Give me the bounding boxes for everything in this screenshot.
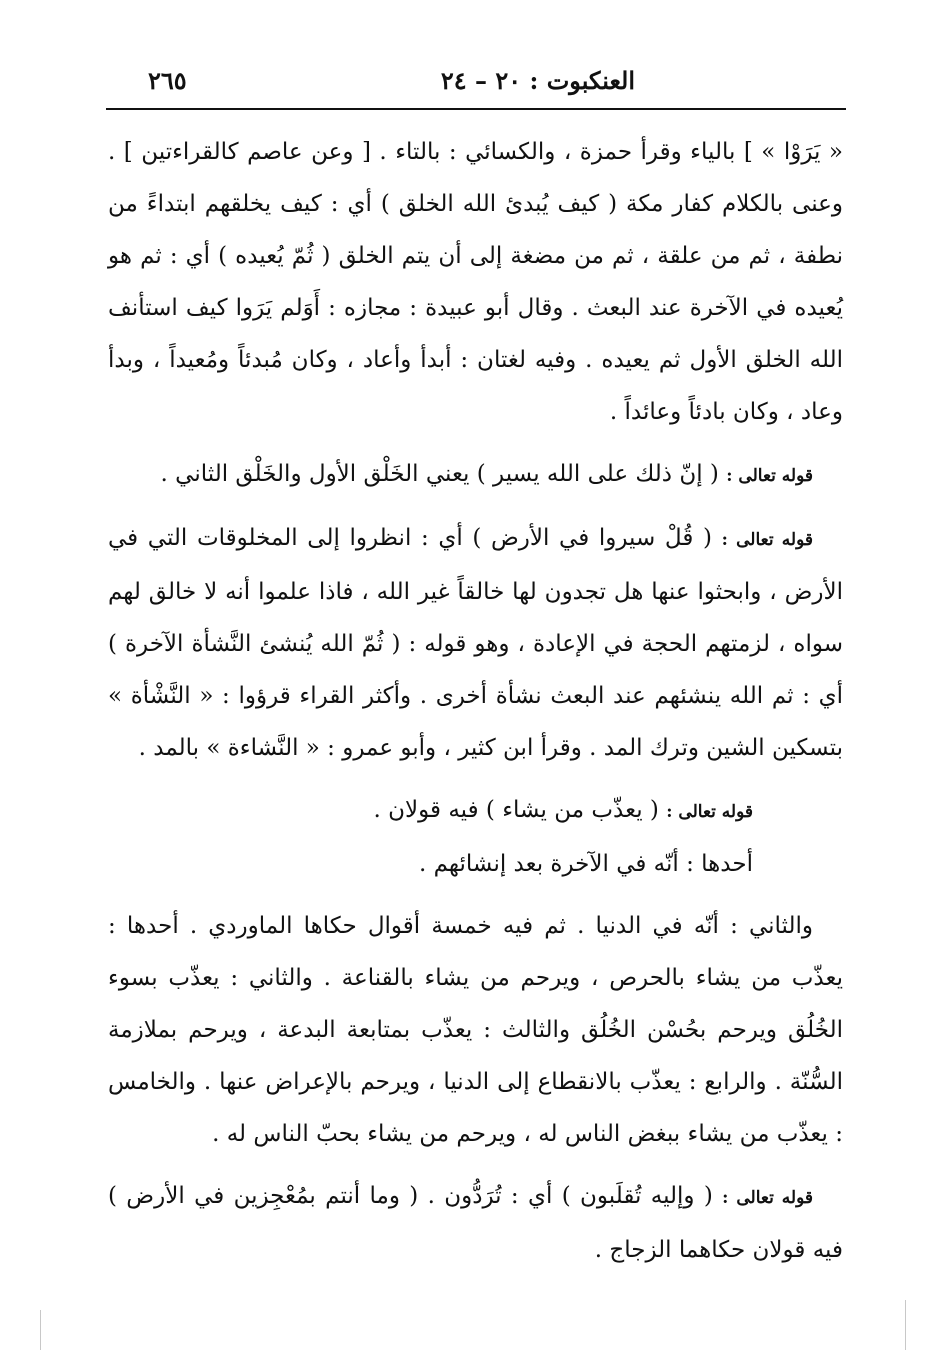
verse-label: قوله تعالى :	[721, 530, 814, 550]
verse-label: قوله تعالى :	[726, 466, 813, 486]
paragraph-text: والثاني : أنّه في الدنيا . ثم فيه خمسة أقوال حكاها الماوردي . أحدها : يعذّب من يشاء بالحرص ، ويرحم من يشاء بالقناعة . والثاني : يعذّب بسوء الخُلُق ويرحم بحُسْن الخُلُق والثالث : يعذّب بمتابعة البدعة ، ويرحم بملازمة السُّنّة . والرابع : يعذّب بالانقطاع إلى الدنيا ، ويرحم بالإعراض عنها . والخامس : يعذّب من يشاء ببغض الناس له ، ويرحم من يشاء بحبّ الناس له .	[108, 913, 843, 1147]
scan-artifact	[40, 1310, 41, 1350]
scan-artifact	[905, 1300, 906, 1350]
page-header	[110, 66, 845, 106]
paragraph-second-opinion	[108, 900, 843, 1160]
paragraph-text: ( وإليه تُقلَبون ) أي : تُرَدُّون . ( وما أنتم بمُعْجِزين في الأرض ) فيه قولان حكاهما الزجاج .	[108, 1183, 843, 1263]
paragraph-text: أحدها : أنّه في الآخرة بعد إنشائهم .	[418, 851, 753, 877]
paragraph-first-opinion	[108, 838, 843, 890]
paragraph-text: « يَرَوْا » ] بالياء وقرأ حمزة ، والكسائي : بالتاء . [ وعن عاصم كالقراءتين ] . وعنى بالكلام كفار مكة ( كيف يُبدئ الله الخلق ) أي : كيف يخلقهم ابتداءً من نطفة ، ثم من علقة ، ثم من مضغة إلى أن يتم الخلق ( ثُمّ يُعيده ) أي : ثم هو يُعيده في الآخرة عند البعث . وقال أبو عبيدة : مجازه : أَوَلم يَرَوا كيف استأنف الله الخلق الأول ثم يعيده . وفيه لغتان : أبدأ وأعاد ، وكان مُبدئاً ومُعيداً ، وبدأ وعاد ، وكان بادئاً وعائداً .	[108, 139, 843, 425]
paragraph-verse-travel	[108, 512, 843, 774]
paragraph-text: ( يعذّب من يشاء ) فيه قولان .	[373, 797, 659, 823]
paragraph-verse-punish	[108, 784, 843, 838]
paragraph-text: ( إنّ ذلك على الله يسير ) يعني الخَلْق الأول والخَلْق الثاني .	[160, 461, 719, 487]
paragraph-creation	[108, 126, 843, 438]
verse-label: قوله تعالى :	[666, 802, 753, 822]
page-number: ٢٦٥	[148, 66, 187, 95]
paragraph-verse-return	[108, 1170, 843, 1276]
paragraph-verse-easy	[108, 448, 843, 502]
verse-label: قوله تعالى :	[722, 1188, 813, 1208]
page-body	[108, 126, 843, 1286]
paragraph-text: ( قُلْ سيروا في الأرض ) أي : انظروا إلى المخلوقات التي في الأرض ، وابحثوا عنها هل تجدون لها خالقاً غير الله ، فاذا علموا أنه لا خالق لهم سواه ، لزمتهم الحجة في الإعادة ، وهو قوله : ( ثُمّ الله يُنشئ النَّشأة الآخرة ) أي : ثم الله ينشئهم عند البعث نشأة أخرى . وأكثر القراء قرؤوا : « النَّشْأة » بتسكين الشين وترك المد . وقرأ ابن كثير ، وأبو عمرو : « النَّشاءة » بالمد .	[108, 525, 843, 761]
running-title: العنكبوت : ٢٠ – ٢٤	[440, 66, 635, 95]
header-rule	[106, 108, 846, 110]
